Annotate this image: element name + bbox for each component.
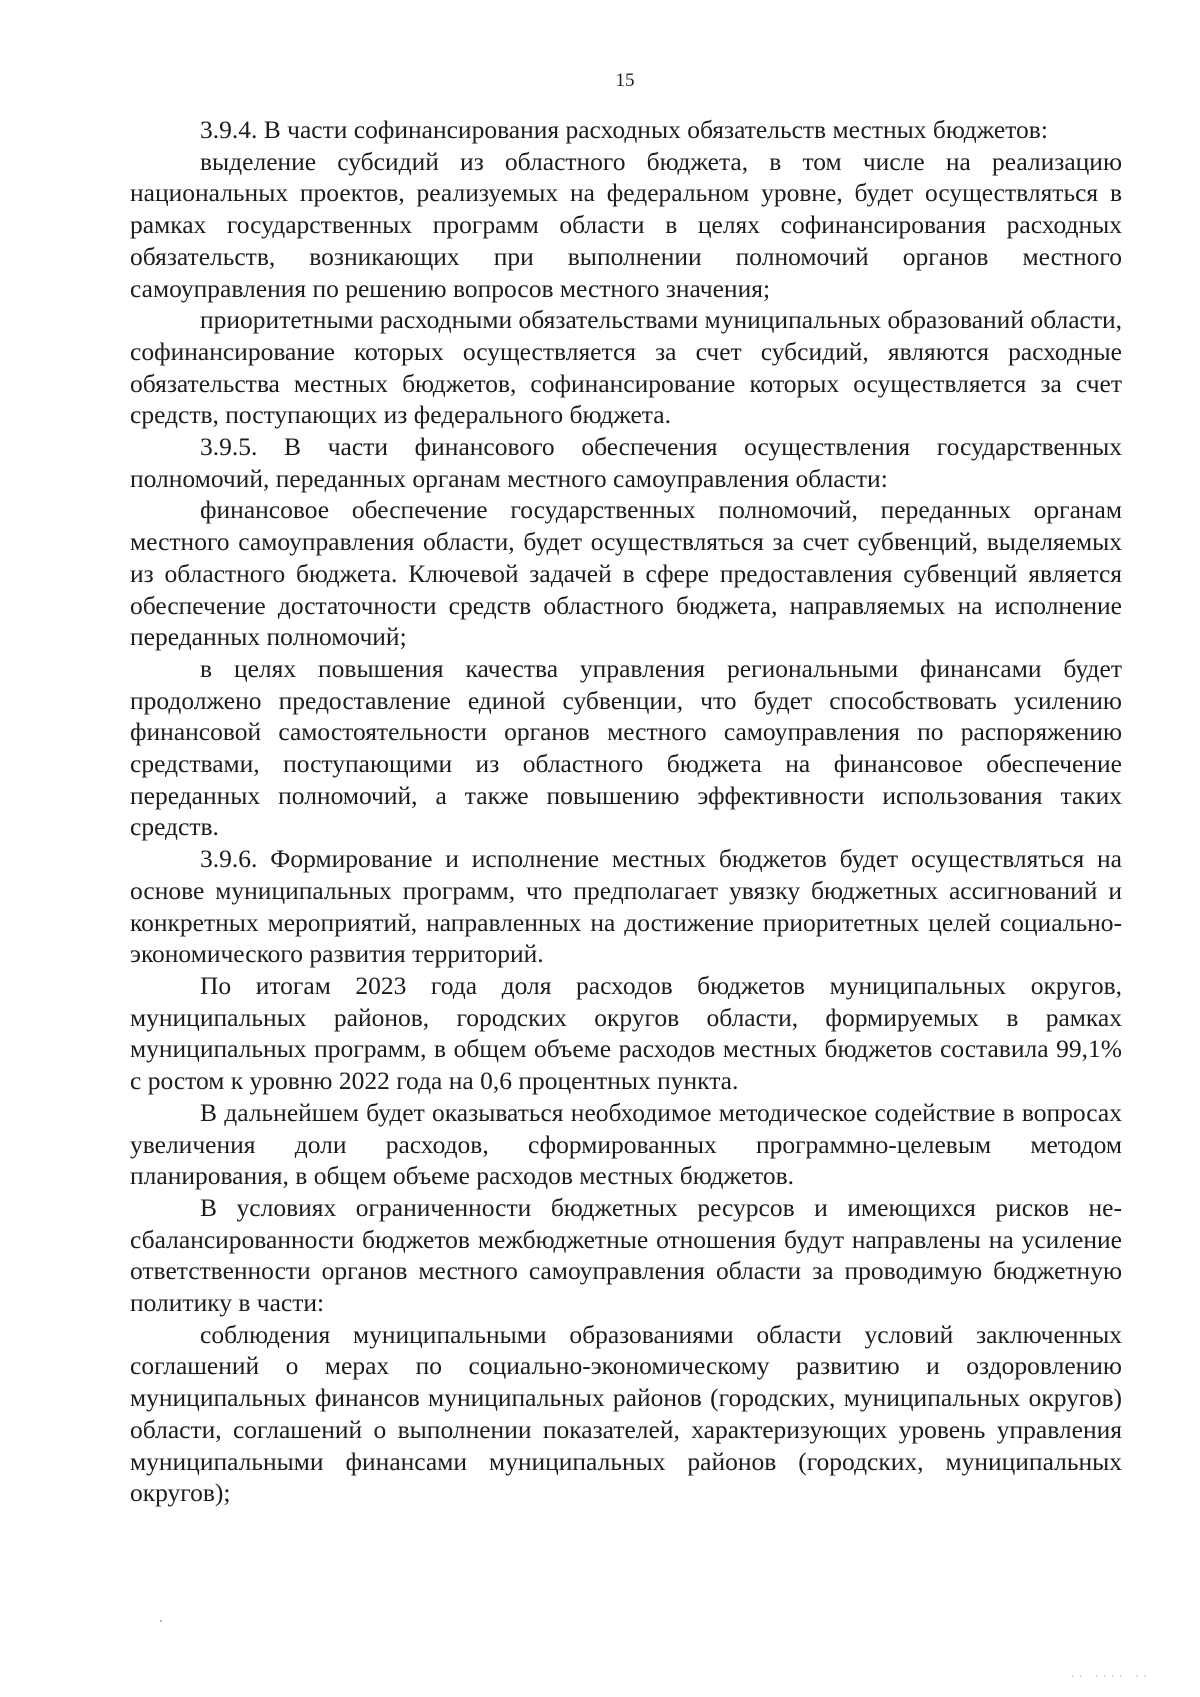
paragraph-subsidy-allocation: выделение субсидий из областного бюджета, в том числе на реализацию национальных проектов, реализуемых на федеральном уровне, будет осуществляться в рамках государственных программ области в целях софинансирования расходных обязательств, возникающих при выполнении полномочий органов местного самоуправления по решению вопросов местного значения; xyxy=(130,146,1122,303)
document-body xyxy=(130,114,1122,1509)
scan-artifact-dot xyxy=(160,1620,162,1622)
paragraph-3-9-5-heading: 3.9.5. В части финансового обеспечения осуществления государственных полномочий, переданных органам местного самоуправления области: xyxy=(130,432,1122,493)
paragraph-3-9-4-heading: 3.9.4. В части софинансирования расходных обязательств местных бюджетов: xyxy=(200,115,1048,144)
paragraph-3-9-6: 3.9.6. Формирование и исполнение местных бюджетов будет осуществляться на основе муниципальных программ, что предполагает увязку бюджетных ассигнований и конкретных мероприятий, направленных на достижение приоритетных целей социально-экономического развития территорий. xyxy=(130,844,1122,969)
paragraph-priority-obligations: приоритетными расходными обязательствами муниципальных образований области, софинансирование которых осуществляется за счет субсидий, являются расходные обязательства местных бюджетов, софинансирование которых осуществляется за счет средств, поступающих из федерального бюджета. xyxy=(130,305,1122,430)
paragraph-limited-resources: В условиях ограниченности бюджетных ресурсов и имеющихся рисков несбалансированности бюджетов межбюджетные отношения будут направлены на усиление ответственности органов местного самоуправления области за проводимую бюджетную политику в части: xyxy=(130,1192,1122,1318)
paragraph-single-subvention: в целях повышения качества управления региональными финансами будет продолжено предоставление единой субвенции, что будет способствовать усилению финансовой самостоятельности органов местного самоуправления по распоряжению средствами, поступающими из областного бюджета на финансовое обеспечение переданных полномочий, а также повышению эффективности использования таких средств. xyxy=(130,653,1122,842)
page-number: 15 xyxy=(615,70,635,91)
paragraph-financial-provision: финансовое обеспечение государственных полномочий, переданных органам местного самоуправления области, будет осуществляться за счет субвенций, выделяемых из областного бюджета. Ключевой задачей в сфере предоставления субвенций является обеспечение достаточности средств областного бюджета, направляемых на исполнение переданных полномочий; xyxy=(130,495,1122,652)
scan-artifact-marks: '' '''' '' xyxy=(1069,1674,1150,1685)
paragraph-compliance: соблюдения муниципальными образованиями области условий заключенных соглашений о мерах по социально-экономическому развитию и оздоровлению муниципальных финансов муниципальных районов (городских, муниципальных округов) области, соглашений о выполнении показателей, характеризующих уровень управления муниципальными финансами муниципальных районов (городских, муниципальных округов); xyxy=(130,1319,1122,1508)
paragraph-2023-results: По итогам 2023 года доля расходов бюджетов муниципальных округов, муниципальных районов, городских округов области, формируемых в рамках муниципальных программ, в общем объеме расходов местных бюджетов составила 99,1% с ростом к уровню 2022 года на 0,6 процентных пункта. xyxy=(130,970,1122,1096)
paragraph-methodological-support: В дальнейшем будет оказываться необходимое методическое содействие в вопросах увеличения доли расходов, сформированных программно-целевым методом планирования, в общем объеме расходов местных бюджетов. xyxy=(130,1097,1122,1191)
